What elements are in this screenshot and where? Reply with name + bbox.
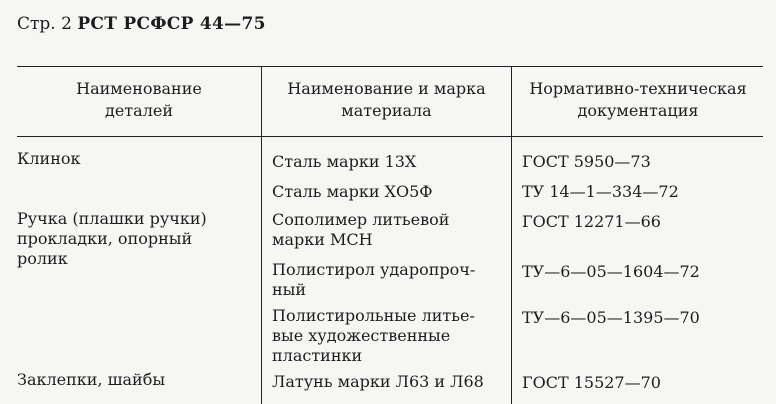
doc-tu-6-05-1395: ТУ—6—05—1395—70: [522, 308, 700, 327]
part-blade: Клинок: [17, 149, 81, 168]
doc-tu-6-05-1604: ТУ—6—05—1604—72: [522, 262, 700, 281]
part-rivets: Заклепки, шайбы: [17, 370, 166, 389]
page-header: [17, 14, 266, 34]
doc-gost-5950: ГОСТ 5950—73: [522, 152, 651, 171]
doc-tu-14-1-334: ТУ 14—1—334—72: [522, 182, 679, 201]
material-steel-xo5f: Сталь марки ХО5Ф: [272, 182, 433, 201]
part-handle: Ручка (плашки ручки) прокладки, опорный ролик: [17, 209, 207, 268]
table-header-rule: [17, 136, 763, 137]
column-header-parts: Наименование деталей: [76, 79, 202, 120]
doc-gost-12271: ГОСТ 12271—66: [522, 212, 661, 231]
material-brass: Латунь марки Л63 и Л68: [272, 372, 484, 391]
page-number: Стр. 2: [17, 14, 72, 34]
column-header-documentation: Нормативно-техническая документация: [529, 79, 747, 120]
material-steel-13x: Сталь марки 13Х: [272, 152, 417, 171]
material-polystyrene: Полистирол ударопроч- ный: [272, 260, 476, 299]
column-header-material: Наименование и марка материала: [287, 79, 486, 120]
doc-gost-15527: ГОСТ 15527—70: [522, 373, 661, 392]
table-top-rule: [17, 66, 763, 67]
material-copolymer: Сополимер литьевой марки МСН: [272, 210, 450, 249]
standard-code: РСТ РСФСР 44—75: [77, 14, 266, 34]
material-polystyrene-plates: Полистирольные литье- вые художественные пластинки: [272, 306, 475, 365]
